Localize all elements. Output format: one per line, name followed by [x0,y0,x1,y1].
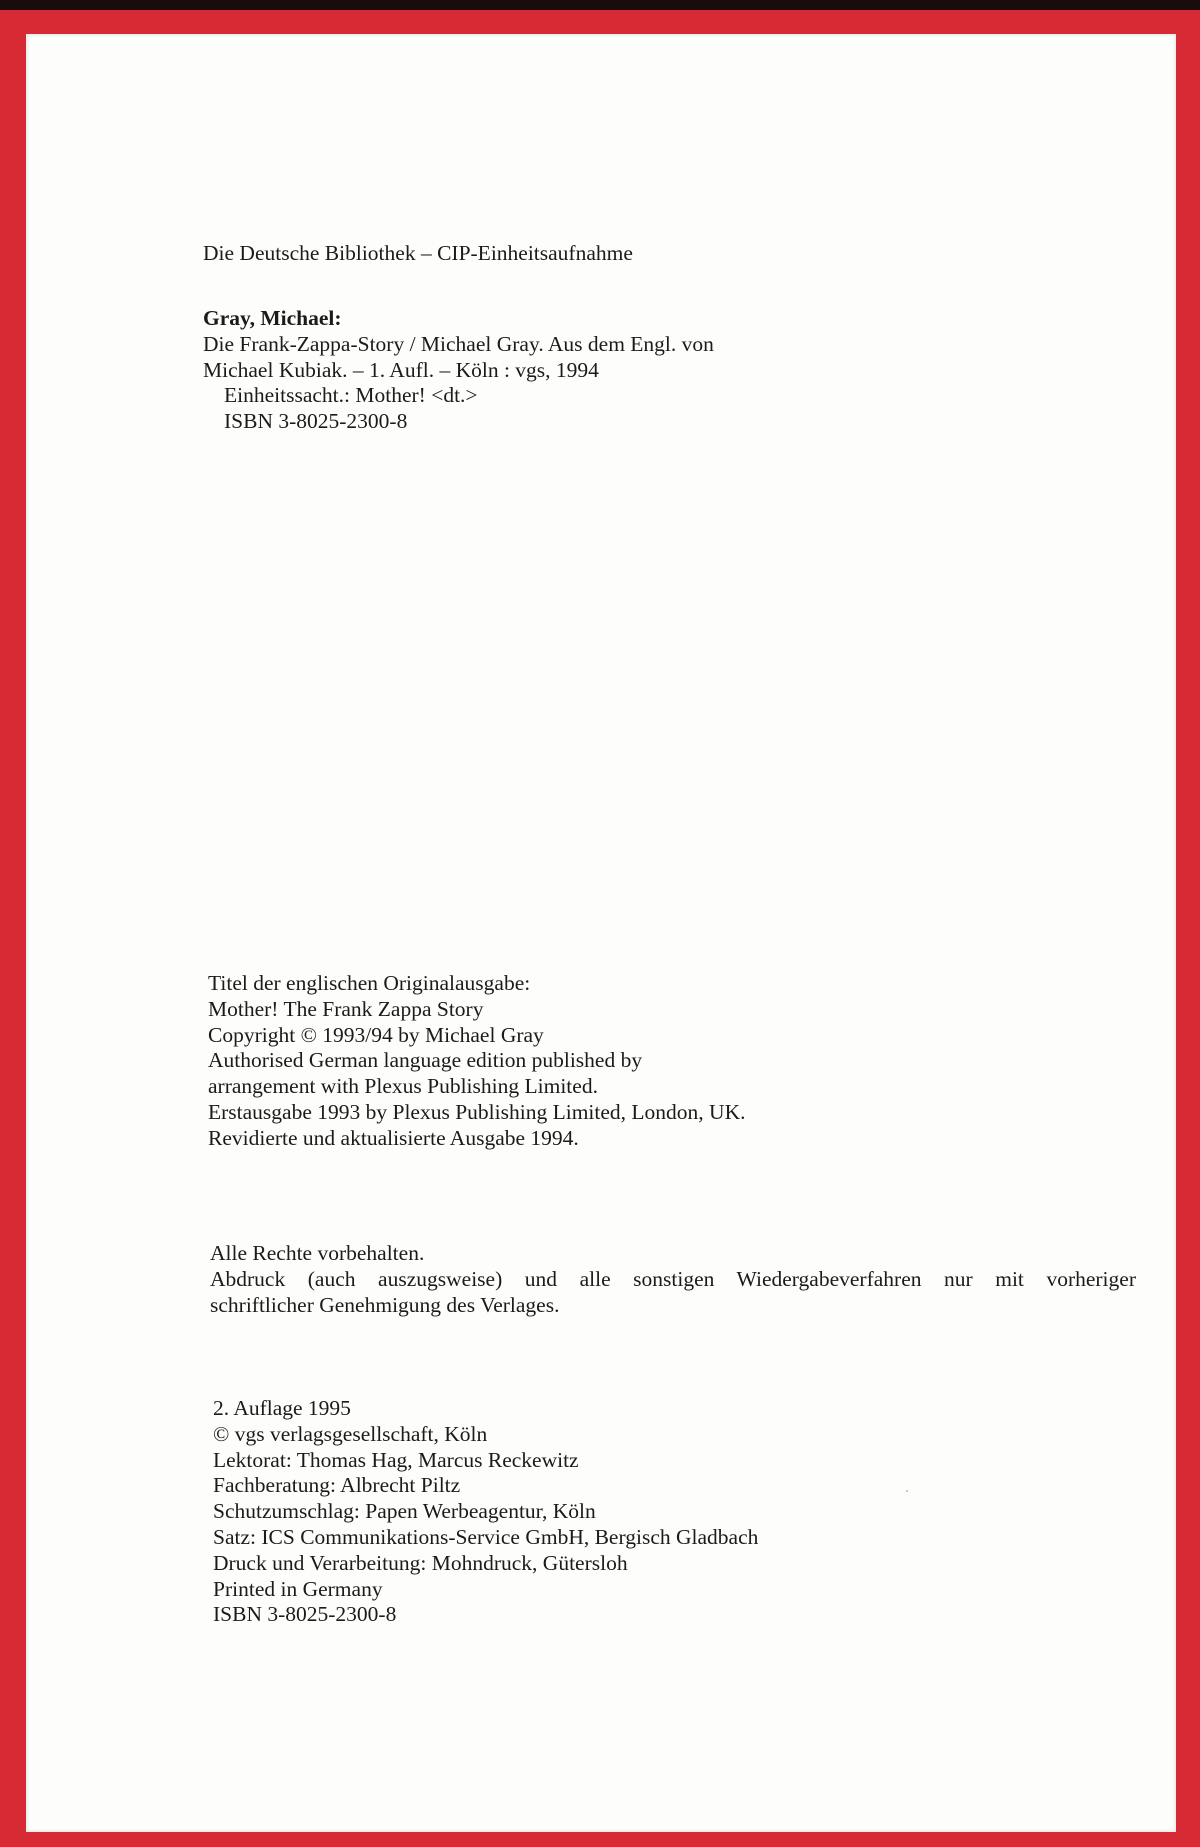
original-line: Authorised German language edition published by [208,1048,643,1073]
publisher-line: © vgs verlagsgesellschaft, Köln [213,1421,488,1446]
cip-header [203,241,633,267]
rights-line: Abdruck (auch auszugsweise) und alle sonstigen Wiedergabeverfahren nur mit vorheriger [210,1266,1136,1291]
consultant-line: Fachberatung: Albrecht Piltz [213,1473,461,1498]
rights-notice [210,1241,1136,1318]
imprint-page [26,34,1176,1832]
isbn-line: ISBN 3-8025-2300-8 [213,1602,397,1627]
original-line: Mother! The Frank Zappa Story [208,996,484,1021]
cip-line: Die Frank-Zappa-Story / Michael Gray. Aus dem Engl. von [203,331,714,356]
rights-line: schriftlicher Genehmigung des Verlages. [210,1292,560,1317]
original-line: arrangement with Plexus Publishing Limited. [208,1074,598,1099]
cip-record [203,306,714,435]
editor-line: Lektorat: Thomas Hag, Marcus Reckewitz [213,1447,579,1472]
country-line: Printed in Germany [213,1576,383,1601]
cip-isbn: ISBN 3-8025-2300-8 [224,409,408,434]
cip-line: Michael Kubiak. – 1. Aufl. – Köln : vgs, 1994 [203,357,599,382]
printing-line: Druck und Verarbeitung: Mohndruck, Gütersloh [213,1550,628,1575]
cip-uniform-title: Einheitssacht.: Mother! <dt.> [224,383,478,408]
jacket-design-line: Schutzumschlag: Papen Werbeagentur, Köln [213,1499,596,1524]
original-edition-block [208,971,745,1152]
rights-line: Alle Rechte vorbehalten. [210,1241,425,1265]
paper-speck [906,1490,908,1492]
original-line: Copyright © 1993/94 by Michael Gray [208,1022,544,1047]
original-line: Titel der englischen Originalausgabe: [208,971,531,995]
edition-line: 2. Auflage 1995 [213,1396,351,1420]
imprint-credits [213,1396,758,1628]
cip-header-line: Die Deutsche Bibliothek – CIP-Einheitsaufnahme [203,241,633,265]
cip-author: Gray, Michael: [203,306,342,330]
original-line: Revidierte und aktualisierte Ausgabe 1994. [208,1125,579,1150]
typesetting-line: Satz: ICS Communikations-Service GmbH, Bergisch Gladbach [213,1524,759,1549]
original-line: Erstausgabe 1993 by Plexus Publishing Limited, London, UK. [208,1099,746,1124]
